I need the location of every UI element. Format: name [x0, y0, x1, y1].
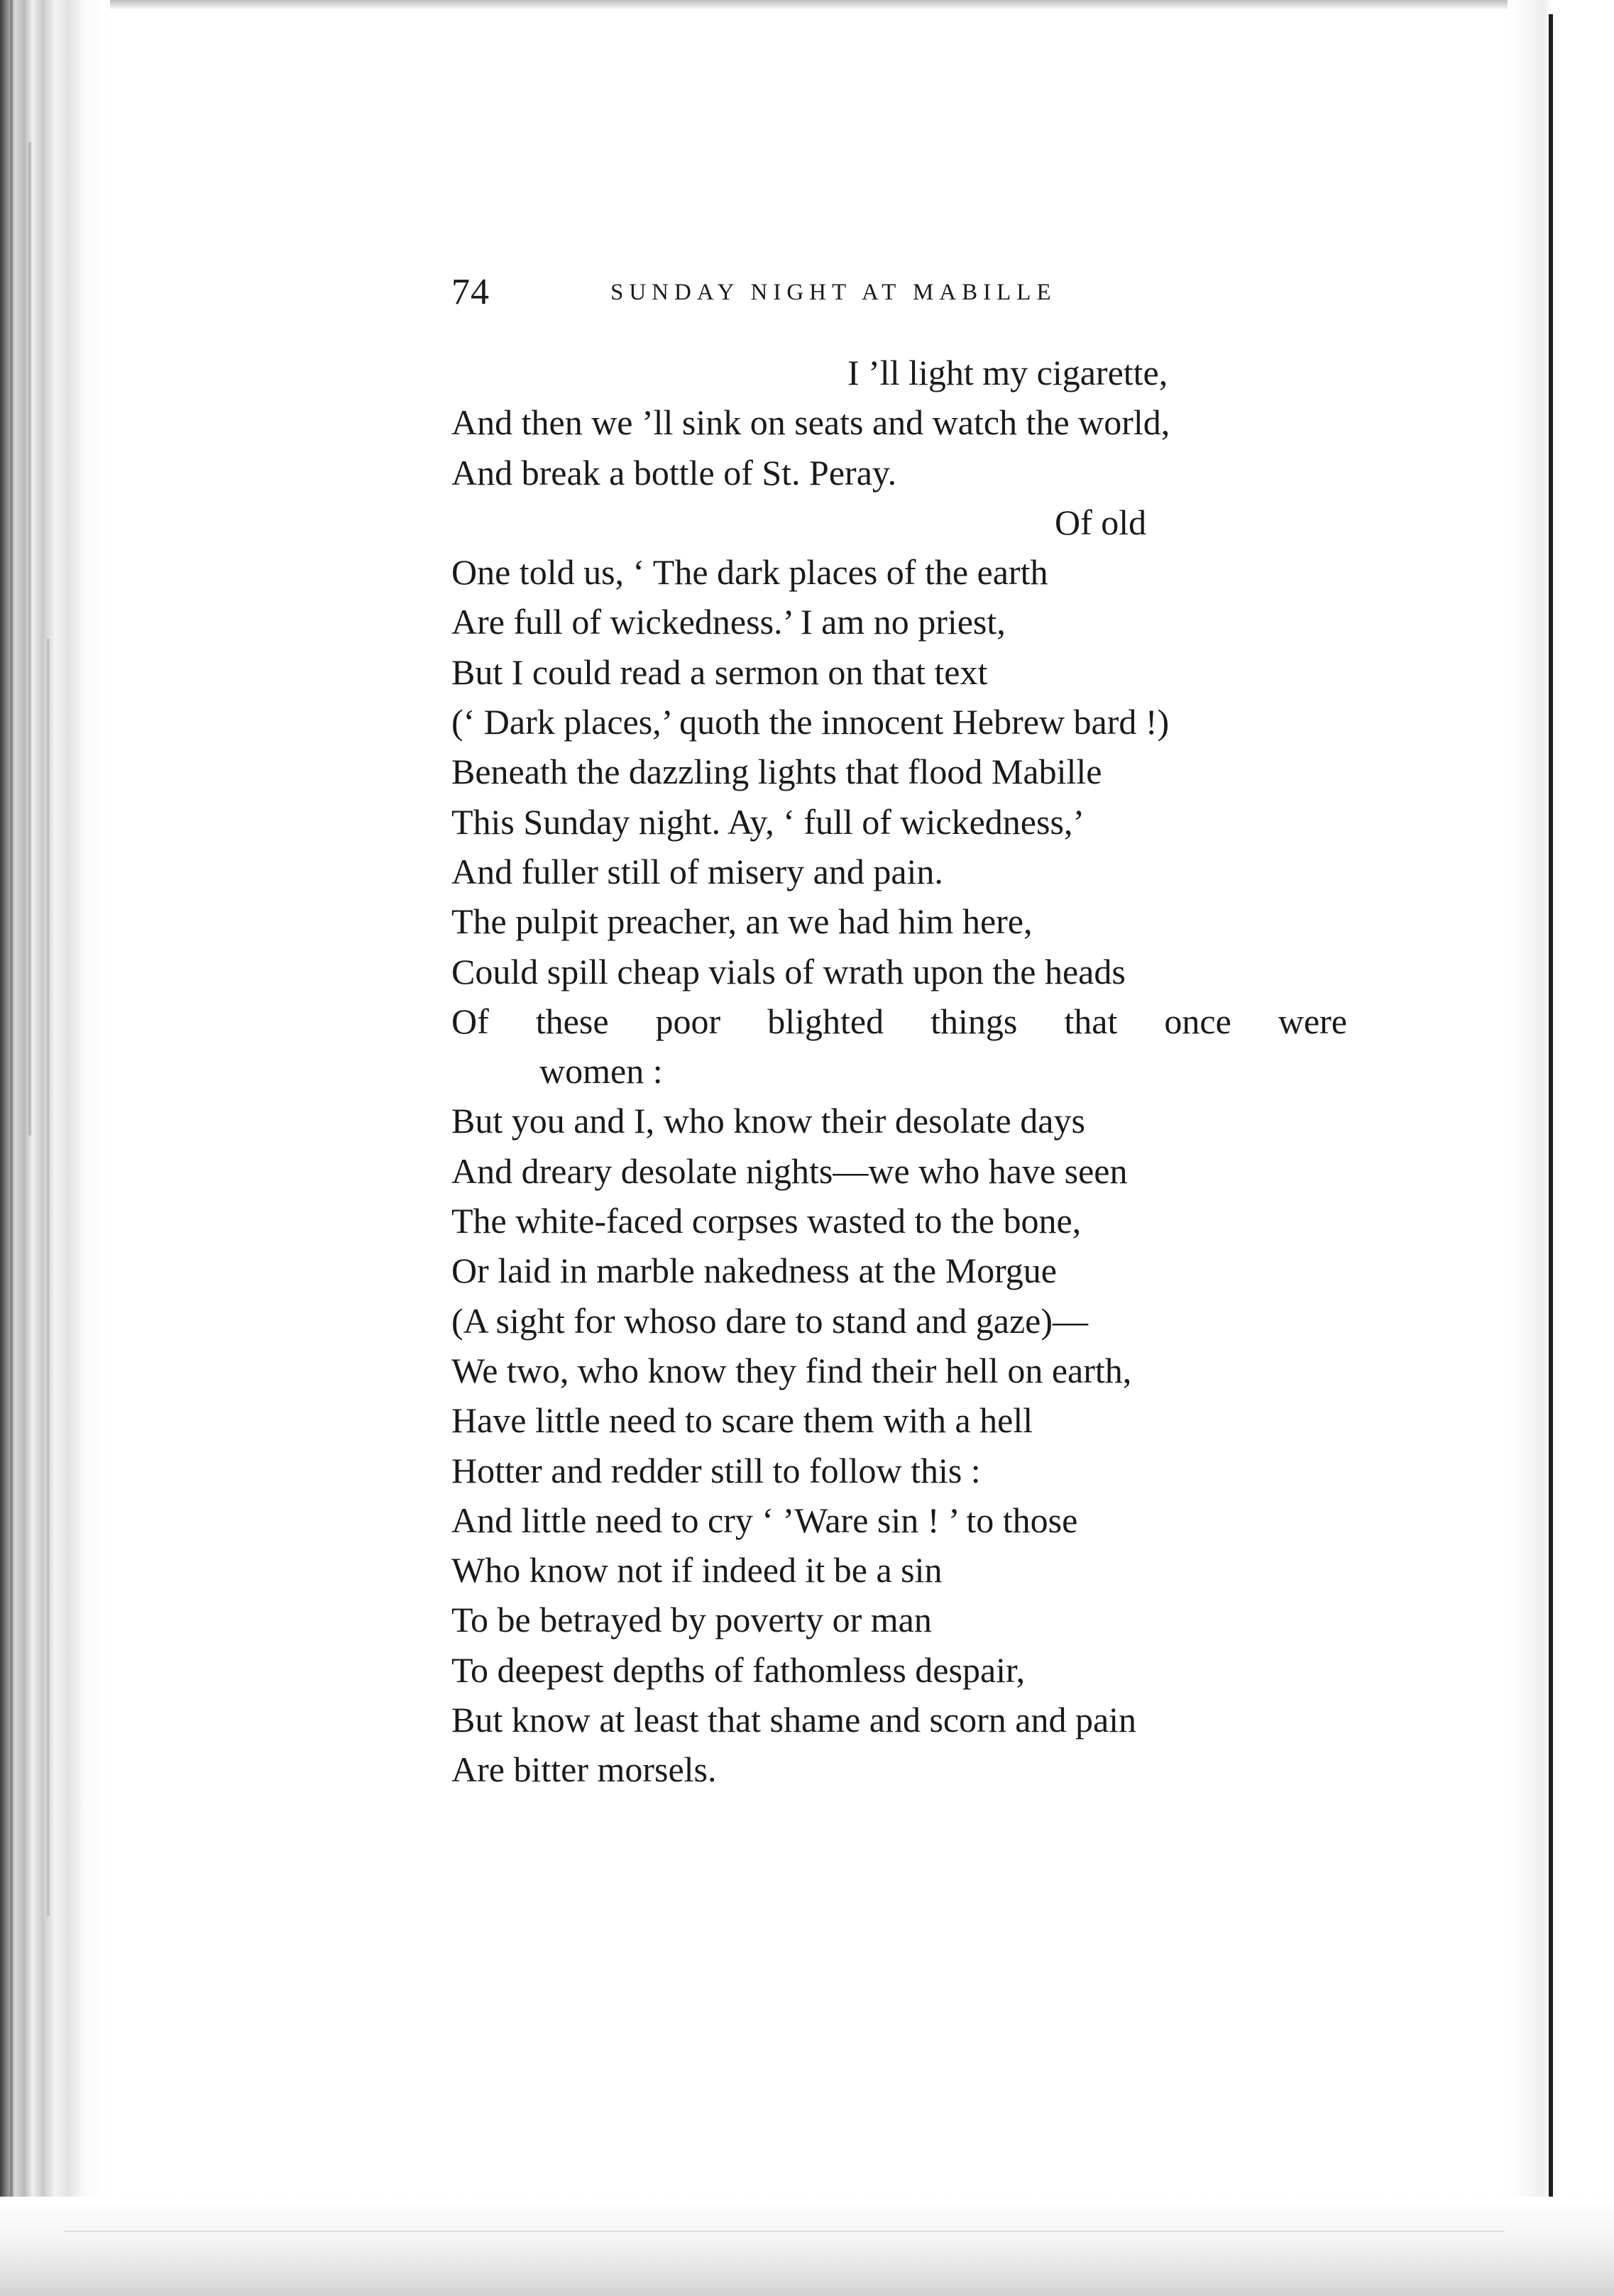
poem-line: Have little need to scare them with a hell	[451, 1400, 1033, 1441]
scan-left-edge	[0, 0, 110, 2296]
poem-line: Of these poor blighted things that once were	[451, 1001, 1347, 1041]
poem-line: The white-faced corpses wasted to the bone,	[451, 1201, 1082, 1241]
poem-text	[451, 348, 1417, 1795]
poem-line: Or laid in marble nakedness at the Morgue	[451, 1251, 1058, 1291]
poem-line: To be betrayed by poverty or man	[451, 1600, 932, 1640]
page-edge-rule	[1549, 14, 1553, 2278]
poem-line: But you and I, who know their desolate days	[451, 1101, 1085, 1141]
scan-bottom-edge	[0, 2197, 1614, 2296]
poem-line: To deepest depths of fathomless despair,	[451, 1649, 1026, 1690]
poem-line: I ’ll light my cigarette,	[847, 353, 1168, 392]
poem-line: This Sunday night. Ay, ‘ full of wickedness,’	[451, 801, 1085, 842]
poem-line: The pulpit preacher, an we had him here,	[451, 901, 1033, 942]
poem-line: But know at least that shame and scorn and pain	[451, 1700, 1137, 1740]
poem-line: One told us, ‘ The dark places of the earth	[451, 552, 1048, 593]
poem-line: We two, who know they find their hell on earth,	[451, 1350, 1132, 1390]
poem-line: (‘ Dark places,’ quoth the innocent Hebrew bard !)	[451, 702, 1170, 742]
poem-line: Of old	[1055, 502, 1147, 542]
page-number: 74	[451, 272, 490, 312]
poem-line: And break a bottle of St. Peray.	[451, 452, 897, 493]
poem-line-turnover: women :	[539, 1051, 663, 1092]
poem-line: And fuller still of misery and pain.	[451, 851, 943, 891]
poem-line: Beneath the dazzling lights that flood Mabille	[451, 752, 1102, 792]
poem-line: (A sight for whoso dare to stand and gaze)—	[451, 1300, 1088, 1341]
poem-line: Could spill cheap vials of wrath upon the heads	[451, 951, 1126, 992]
poem-line: But I could read a sermon on that text	[451, 652, 988, 692]
poem-line: Are bitter morsels.	[451, 1750, 717, 1790]
poem-line: Who know not if indeed it be a sin	[451, 1550, 943, 1591]
poem-line: Are full of wickedness.’ I am no priest,	[451, 602, 1006, 642]
poem-line: And little need to cry ‘ ’Ware sin ! ’ to those	[451, 1500, 1078, 1540]
poem-line: And dreary desolate nights—we who have seen	[451, 1150, 1128, 1191]
poem-line: And then we ’ll sink on seats and watch the world,	[451, 402, 1170, 443]
poem-line: Hotter and redder still to follow this :	[451, 1450, 981, 1490]
running-title: SUNDAY NIGHT AT MABILLE	[610, 280, 1057, 305]
scan-top-edge	[0, 0, 1614, 10]
scan-right-edge	[1508, 0, 1614, 2296]
running-head	[451, 270, 1232, 315]
